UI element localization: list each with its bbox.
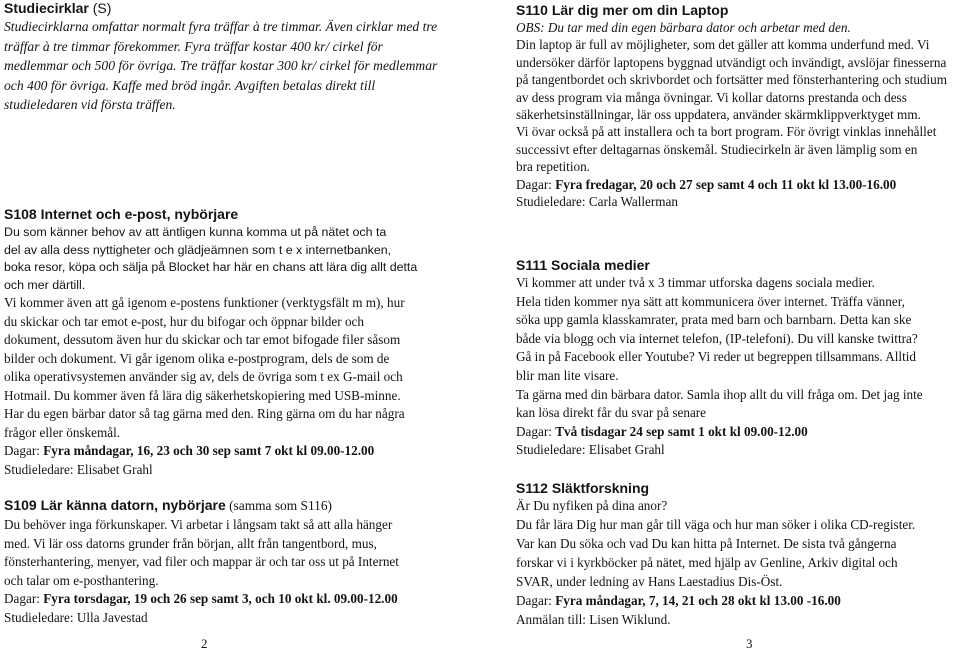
s110-leader: Studieledare: Carla Wallerman [516,194,679,210]
s110-dates: Dagar: Fyra fredagar, 20 och 27 sep samt 4 och 11 okt kl 13.00-16.00 [516,176,897,192]
s112-contact: Anmälan till: Lisen Wiklund. [516,612,671,627]
s111-section [516,257,960,460]
s108-heading: S108 Internet och e-post, nybörjare [4,206,239,222]
s112-section [516,480,960,629]
s108-description: Du som känner behov av att äntligen kunna komma ut på nätet och ta del av alla dess nyttigheter och glädjeämnen som t e x internetbanken, boka resor, köpa och sälja på Blocket har här en chans att lära dig allt detta och mer därtill. [4,225,418,292]
studiecirklar-section [4,0,446,115]
s110-heading: S110 Lär dig mer om din Laptop [516,2,729,18]
studiecirklar-text: Studiecirklarna omfattar normalt fyra träffar à tre timmar. Även cirklar med tre träffar à tre timmar förekommer. Fyra träffar kostar 400 kr/ cirkel för medlemmar och 500 för övriga. Tre träffar kostar 300 kr/ cirkel för medlemmar och 400 för övriga. Kaffe med bröd ingår. Avgiften betalas direkt till studieledaren vid första träffen. [4,19,438,112]
s111-dates: Dagar: Två tisdagar 24 sep samt 1 okt kl 09.00-12.00 [516,423,808,439]
s112-dates: Dagar: Fyra måndagar, 7, 14, 21 och 28 okt kl 13.00 -16.00 [516,593,841,608]
s111-details: Vi kommer att under två x 3 timmar utforska dagens sociala medier. Hela tiden kommer nya sätt att kommunicera över internet. Träffa vänner, söka upp gamla klasskamrater, prata med barn och barnbarn. Detta kan ske både via blogg och via internet telefon, (IP-telefoni). Du vill kanske twittra? Gå in på Facebook eller Youtube? Vi reder ut begreppen tillsammans. Alltid blir man lite visare. Ta gärna med din bärbara dator. Samla ihop allt du vill fråga om. Det jag inte kan lösa direkt får du svar på senare Dagar: Två tisdagar 24 sep samt 1 okt kl 09.00-12.00 Studieledare: Elisabet Grahl [516,274,960,460]
s109-section [4,497,446,627]
studiecirklar-heading: Studiecirklar (S) [4,0,112,16]
s109-heading: S109 Lär känna datorn, nybörjare (samma som S116) [4,497,332,513]
page-number-left: 2 [201,636,208,651]
s108-leader: Studieledare: Elisabet Grahl [4,461,153,477]
s108-details: Vi kommer även att gå igenom e-postens funktioner (verktygsfält m m), hur du skickar och tar emot e-post, hur du bifogar och öppnar bilder och dokument, dessutom även hur du skickar och tar emot bifogade filer såsom bilder och dokument. Vi går igenom olika e-postprogram, dels de som de olika operativsystemen använder sig av, dels de övriga som t ex G-mail och Hotmail. Du kommer även få lära dig säkerhetskopiering med USB-minne. Har du egen bärbar dator så tag gärna med den. Ring gärna om du har några frågor eller önskemål. Dagar: Fyra måndagar, 16, 23 och 30 sep samt 7 okt kl 09.00-12.00 Studieledare: Elisabet Grahl [4,294,446,479]
s109-leader: Studieledare: Ulla Javestad [4,609,148,625]
s112-details: Är Du nyfiken på dina anor? Du får lära Dig hur man går till väga och hur man söker i olika CD-register. Var kan Du söka och vad Du kan hitta på Internet. De sista två gångerna forskar vi i kyrkböcker på nätet, med hjälp av Genline, Arkiv digital och SVAR, under ledning av Hans Laestadius Dis-Öst. Dagar: Fyra måndagar, 7, 14, 21 och 28 okt kl 13.00 -16.00 Anmälan till: Lisen Wiklund. [516,496,960,629]
s111-heading: S111 Sociala medier [516,257,650,273]
s109-details: Du behöver inga förkunskaper. Vi arbetar i långsam takt så att alla hänger med. Vi lär oss datorns grunder från början, allt från tangentbord, mus, fönsterhantering, menyer, vad filer och mappar är och tar oss ut på Internet och talar om e-posthantering. Dagar: Fyra torsdagar, 19 och 26 sep samt 3, och 10 okt kl. 09.00-12.00 Studieledare: Ulla Javestad [4,516,446,627]
s108-dates: Dagar: Fyra måndagar, 16, 23 och 30 sep samt 7 okt kl 09.00-12.00 [4,443,375,459]
s112-heading: S112 Släktforskning [516,480,650,496]
s110-obs: OBS: Du tar med din egen bärbara dator och arbetar med den. [516,20,851,35]
page-number-right: 3 [746,636,753,651]
s109-dates: Dagar: Fyra torsdagar, 19 och 26 sep samt 3, och 10 okt kl. 09.00-12.00 [4,591,398,606]
s110-section [516,2,960,210]
s110-details: OBS: Du tar med din egen bärbara dator och arbetar med den. Din laptop är full av möjligheter, som det gäller att komma underfund med. Vi undersöker därför laptopens byggnad utvändigt och invändigt, avslöjar finesserna på tangentbordet och skrivbordet och fortsätter med fönsterhantering och studium av dess program via många övningar. Vi kollar datorns prestanda och dess säkerhetsinställningar, lär oss uppdatera, använder skärmklippverktyget mm. Vi övar också på att installera och ta bort program. För övrigt vinklas innehållet successivt efter deltagarnas önskemål. Studiecirkeln är även lämplig som en bra repetition. Dagar: Fyra fredagar, 20 och 27 sep samt 4 och 11 okt kl 13.00-16.00 Studieledare: Carla Wallerman [516,19,960,210]
s108-section [4,206,446,479]
s111-leader: Studieledare: Elisabet Grahl [516,442,665,458]
